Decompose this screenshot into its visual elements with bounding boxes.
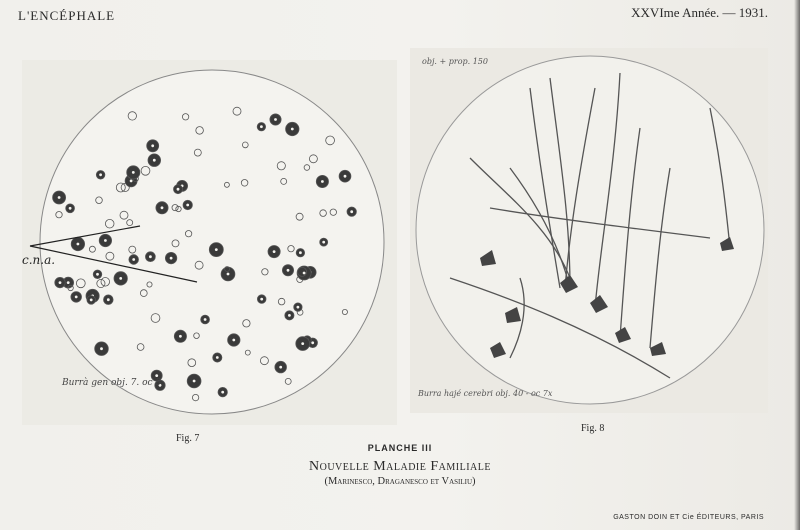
fig7-cell-nucleus	[193, 380, 196, 383]
fig7-cell-nucleus	[151, 144, 154, 147]
fig7-cell-nucleus	[59, 281, 62, 284]
fig7-cell-nucleus	[260, 298, 263, 301]
figure-7-caption: Fig. 7	[176, 433, 200, 444]
fig7-cell-nucleus	[221, 391, 224, 394]
figure-8-plate	[410, 48, 768, 413]
fig7-cell-nucleus	[177, 188, 180, 191]
fig7-cell-nucleus	[67, 281, 70, 284]
fig7-cell-nucleus	[291, 128, 294, 131]
fig7-cell-nucleus	[322, 241, 325, 244]
figure-7-plate	[22, 60, 397, 425]
journal-title: L'ENCÉPHALE	[18, 8, 116, 23]
page-edge-shadow	[794, 0, 800, 530]
fig7-cell-nucleus	[274, 118, 277, 121]
plate-title: Nouvelle Maladie Familiale	[309, 459, 491, 474]
fig7-cell-nucleus	[344, 175, 347, 178]
fig7-cell-nucleus	[288, 314, 291, 317]
publisher-imprint: GASTON DOIN ET Cie ÉDITEURS, PARIS	[613, 514, 764, 521]
fig7-cell-nucleus	[58, 196, 61, 199]
fig7-cell-nucleus	[96, 273, 99, 276]
fig7-cell-nucleus	[260, 125, 263, 128]
fig7-cell-nucleus	[311, 341, 314, 344]
fig7-cell-nucleus	[99, 173, 102, 176]
fig7-cell-nucleus	[153, 159, 156, 162]
fig7-cell-nucleus	[204, 318, 207, 321]
fig7-cell-nucleus	[77, 243, 80, 246]
fig7-cell-nucleus	[170, 257, 173, 260]
fig7-cell-nucleus	[104, 239, 107, 242]
fig7-cell-nucleus	[299, 251, 302, 254]
fig7-cell-nucleus	[90, 299, 93, 302]
fig7-cell-nucleus	[216, 356, 219, 359]
fig7-cell-nucleus	[227, 273, 230, 276]
fig7-cell-nucleus	[232, 339, 235, 342]
fig7-annotation: Burrà gen obj. 7. oc 3	[62, 378, 162, 388]
fig7-cell-nucleus	[186, 204, 189, 207]
figure-7-drawing	[22, 60, 397, 425]
fig7-cell-nucleus	[75, 296, 78, 299]
fig7-cell-nucleus	[301, 342, 304, 345]
fig7-cell-nucleus	[215, 248, 218, 251]
fig7-cell-nucleus	[321, 180, 324, 183]
fig7-cell-nucleus	[119, 277, 122, 280]
fig7-cell-nucleus	[69, 207, 72, 210]
fig7-cell-nucleus	[107, 298, 110, 301]
fig7-cell-nucleus	[279, 366, 282, 369]
fig7-cell-nucleus	[100, 347, 103, 350]
fig7-cell-nucleus	[287, 269, 290, 272]
fig7-cell-nucleus	[297, 306, 300, 309]
figure-8-caption: Fig. 8	[581, 423, 605, 434]
fig7-cell-nucleus	[149, 255, 152, 258]
plate-number: PLANCHE III	[367, 443, 433, 453]
fig7-cell-nucleus	[132, 258, 135, 261]
fig7-cell-nucleus	[303, 272, 306, 275]
plate-authors: (Marinesco, Draganesco et Vasiliu)	[324, 476, 476, 487]
fig8-annotation-bottom: Burra hajé cerebri obj. 40 - oc 7x	[418, 389, 553, 398]
fig7-cell-nucleus	[273, 250, 276, 253]
fig7-cell-nucleus	[155, 374, 158, 377]
fig7-cell-nucleus	[179, 335, 182, 338]
fig8-annotation-top: obj. + prop. 150	[422, 57, 488, 66]
volume-year: XXVIme Année. — 1931.	[631, 5, 768, 20]
fig7-label: c.n.a.	[22, 253, 56, 267]
fig7-cell-nucleus	[130, 180, 133, 183]
figure-8-drawing	[410, 48, 768, 413]
fig7-cell-nucleus	[161, 206, 164, 209]
fig7-cell-nucleus	[132, 171, 135, 174]
fig7-cell-nucleus	[350, 210, 353, 213]
